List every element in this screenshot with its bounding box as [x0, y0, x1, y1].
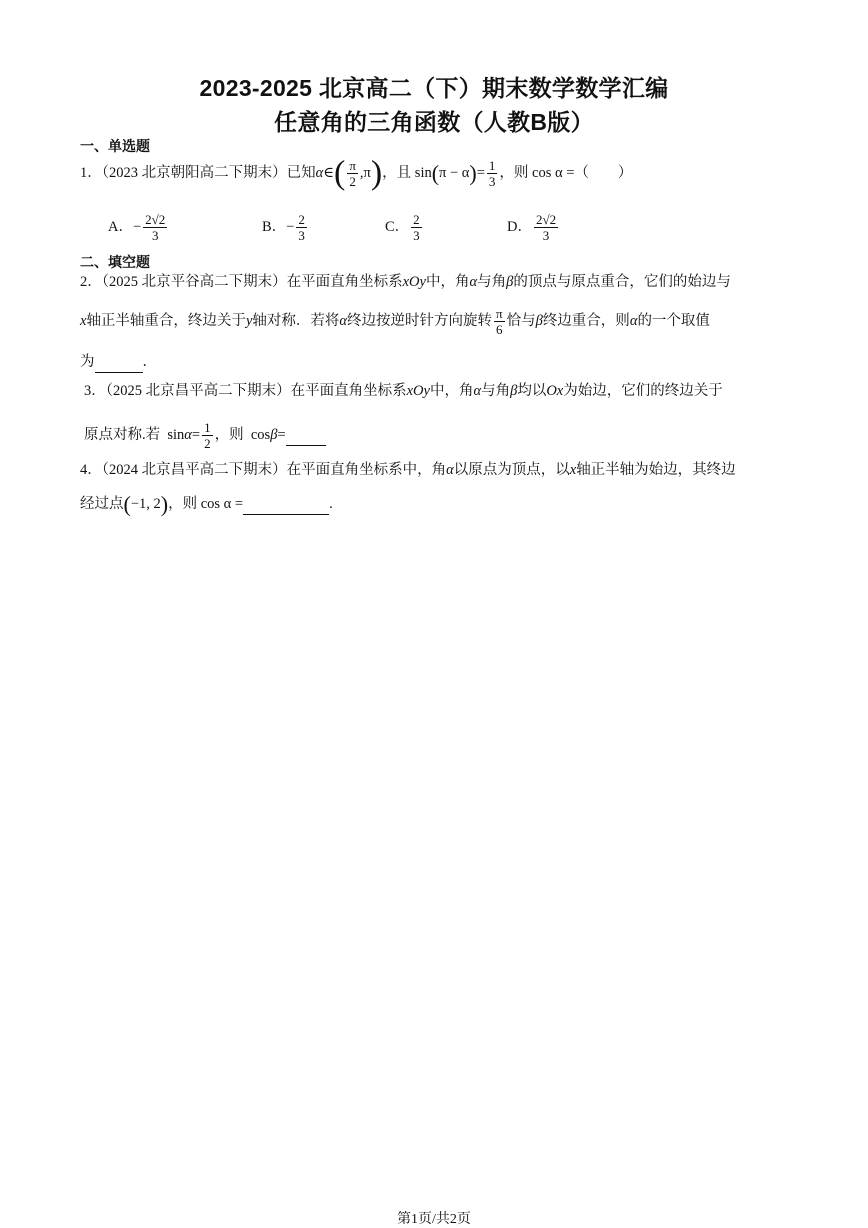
q2-x: x — [80, 312, 87, 329]
q4-point: −1, 2 — [130, 496, 161, 512]
q3-text-c: 与角 — [481, 383, 511, 399]
q2-text-e: 轴正半轴重合，终边关于 — [86, 312, 246, 329]
q1-option-c — [385, 212, 424, 243]
q1-close-paren: ) — [370, 154, 383, 192]
q2-xoy: xOy — [402, 274, 426, 290]
q2-answer-blank[interactable] — [95, 352, 143, 373]
q1-suffix: ，则 cos α =（ ） — [499, 164, 633, 181]
option-b-frac: $\frac{2}{3}$ — [298, 212, 305, 243]
q1-comma-pi: ,π — [359, 164, 371, 181]
q1-option-b — [262, 212, 309, 243]
option-a-label: A． — [108, 218, 133, 235]
q3-frac-1-over-2: $\frac{1}{2}$ — [204, 420, 211, 451]
page-subtitle: 任意角的三角函数（人教B版） — [274, 109, 594, 135]
option-c-label: C． — [385, 218, 410, 235]
q2-text-g: 终边按逆时针方向旋转 — [347, 312, 492, 329]
question-3-line-2 — [84, 420, 326, 451]
q2-alpha: α — [469, 274, 478, 290]
q2-y: y — [245, 312, 253, 329]
question-1 — [80, 154, 633, 192]
q3-text-a: 3．（2025 北京昌平高二下期末）在平面直角坐标系 — [84, 383, 407, 399]
q2-beta: β — [506, 274, 514, 290]
page-title: 2023-2025 北京高二（下）期末数学数学汇编 — [199, 75, 669, 101]
page-footer: 第1页/共2页 — [397, 1212, 471, 1227]
q4-text-f: . — [329, 496, 333, 512]
q1-mid: ，且 sin — [382, 164, 432, 181]
option-a-sign: − — [132, 218, 142, 235]
q3-sin: sin — [167, 426, 185, 443]
option-b-label: B． — [262, 218, 287, 235]
q1-frac-pi-over-2: $\frac{\pi}{2}$ — [349, 158, 356, 189]
q1-option-d — [507, 212, 560, 243]
q3-eq: = — [191, 426, 201, 443]
q3-alpha: α — [473, 383, 482, 399]
section-heading-single-choice: 一、单选题 — [80, 138, 150, 154]
q3-beta: β — [510, 383, 518, 399]
q1-in: ∈ — [323, 164, 334, 181]
q4-text-c: 轴正半轴为始边，其终边 — [576, 462, 736, 478]
q4-text-d: 经过点 — [80, 496, 124, 512]
question-4-line-2 — [80, 491, 333, 517]
q1-eq: = — [476, 164, 485, 181]
q1-alpha: α — [315, 164, 324, 181]
q1-frac-1-over-3: $\frac{1}{3}$ — [488, 158, 496, 189]
q4-x: x — [569, 462, 577, 478]
q4-answer-blank[interactable] — [243, 494, 329, 515]
q4-text-e: ，则 cos α = — [168, 496, 244, 512]
q4-open-paren: ( — [123, 491, 131, 517]
q3-text-f: 原点对称.若 — [84, 426, 161, 443]
q3-text-b: 中，角 — [429, 383, 474, 399]
q2-frac-pi-over-6: $\frac{\pi}{6}$ — [496, 306, 503, 337]
section-heading-fill-blank: 二、填空题 — [80, 254, 150, 270]
q4-alpha: α — [446, 462, 454, 478]
question-2-line-2 — [80, 306, 710, 337]
option-d-label: D． — [507, 218, 532, 235]
q1-prefix: 1．（2023 北京朝阳高二下期末）已知 — [80, 164, 316, 181]
q3-cos: cos — [250, 426, 271, 443]
q4-text-a: 4．（2024 北京昌平高二下期末）在平面直角坐标系中，角 — [80, 462, 447, 478]
q2-alpha-3: α — [629, 312, 638, 329]
question-4-line-1 — [80, 460, 736, 480]
q2-text-j: 的一个取值 — [637, 312, 710, 329]
q2-beta-2: β — [535, 312, 543, 329]
q3-xoy: xOy — [406, 383, 430, 399]
q2-text-i: 终边重合，则 — [542, 312, 630, 329]
q2-text-l: ． — [142, 354, 157, 370]
option-d-frac: $\frac{2√2}{3}$ — [535, 212, 557, 243]
q3-text-g: ，则 — [214, 426, 244, 443]
q2-text-d: 的顶点与原点重合，它们的始边与 — [513, 274, 731, 290]
q1-open-paren-2: ( — [431, 160, 440, 186]
q2-text-f: 轴对称．若将 — [252, 312, 340, 329]
question-2-line-1 — [80, 272, 731, 292]
q4-close-paren: ) — [160, 491, 169, 517]
q2-text-c: 与角 — [477, 274, 507, 290]
question-2-line-3 — [80, 352, 157, 373]
q2-text-a: 2．（2025 北京平谷高二下期末）在平面直角坐标系 — [80, 274, 403, 290]
q3-answer-blank[interactable] — [286, 425, 326, 446]
option-c-frac: $\frac{2}{3}$ — [413, 212, 420, 243]
q3-alpha-2: α — [184, 426, 192, 443]
q1-option-a — [108, 212, 169, 243]
q3-text-d: 均以 — [517, 383, 547, 399]
q2-text-b: 中，角 — [425, 274, 470, 290]
q1-close-paren-2: ) — [469, 160, 477, 186]
q2-alpha-2: α — [339, 312, 347, 329]
question-3-line-1 — [84, 381, 723, 401]
q1-pi-minus-alpha: π − α — [439, 164, 470, 181]
q1-open-paren: ( — [333, 154, 346, 192]
q2-text-h: 恰与 — [506, 312, 536, 329]
q3-eq-2: = — [277, 426, 286, 443]
q3-text-e: 为始边，它们的终边关于 — [563, 383, 723, 399]
q3-beta-2: β — [270, 426, 278, 443]
option-b-sign: − — [286, 218, 295, 235]
q4-text-b: 以原点为顶点，以 — [453, 462, 570, 478]
q2-text-k: 为 — [80, 354, 95, 370]
q3-ox: Ox — [546, 383, 564, 399]
option-a-frac: $\frac{2√2}{3}$ — [145, 212, 166, 243]
